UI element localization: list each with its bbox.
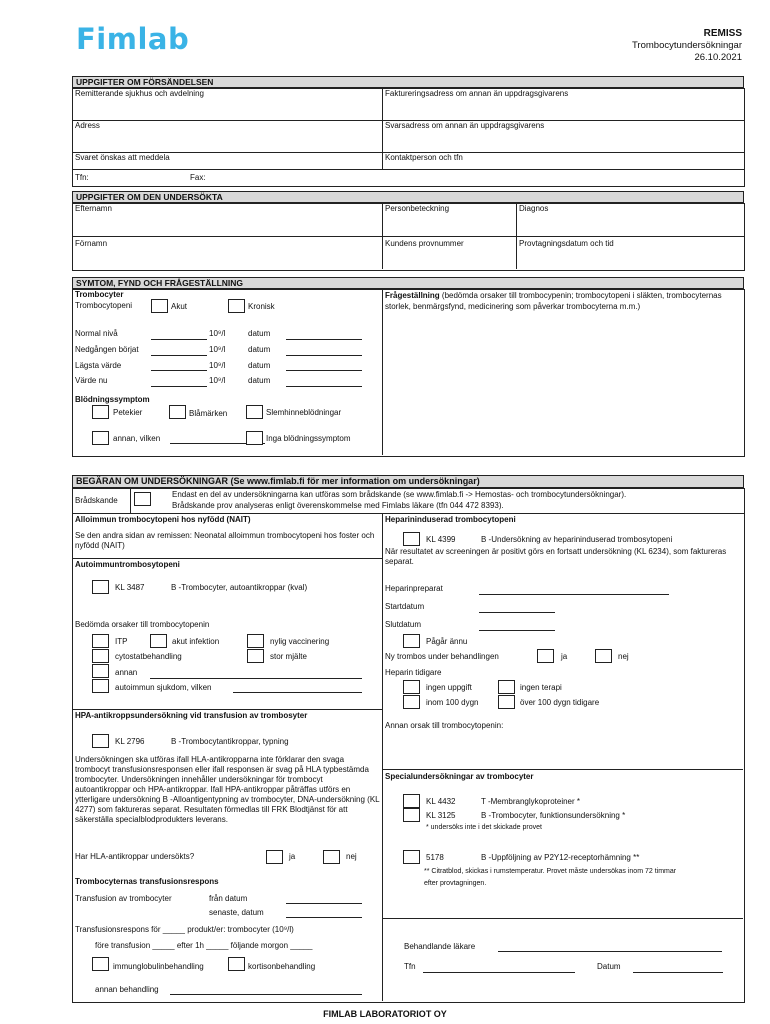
petekier-checkbox[interactable] <box>92 405 109 419</box>
immunglobulin-checkbox[interactable] <box>92 957 109 971</box>
heparin-tidigare-label: Heparin tidigare <box>385 668 442 677</box>
k5178-desc: B -Uppföljning av P2Y12-receptorhämning ** <box>481 853 640 862</box>
document-title: REMISS <box>703 28 742 39</box>
document-header <box>632 28 742 64</box>
kl4432-desc: T -Membranglykoproteiner * <box>481 797 581 806</box>
fran-datum-label: från datum <box>209 894 248 903</box>
ingen-terapi-label: ingen terapi <box>520 683 562 692</box>
ny-trombos-nej-label: nej <box>618 652 629 661</box>
lakare-datum-label: Datum <box>597 962 621 971</box>
hla-nej-label: nej <box>346 852 357 861</box>
unit-label: 10⁹/l <box>209 361 226 370</box>
hla-ja-checkbox[interactable] <box>266 850 283 864</box>
startdatum-label: Startdatum <box>385 602 425 611</box>
kl4399-desc: B -Undersökning av heparininduserad trombosytopeni <box>481 535 673 544</box>
startdatum-field[interactable] <box>479 612 555 613</box>
fragestallning-text: (bedömda orsaker till trombocypenin; trombocytopeni i släkten, trombocyternas storlek, benmärgsfynd, medicinering som påverkar trombocyterna m.m.) <box>385 291 722 311</box>
slemhinne-checkbox[interactable] <box>246 405 263 419</box>
special-heading: Specialundersökningar av trombocyter <box>385 772 534 781</box>
kl2796-desc: B -Trombocytantikroppar, typning <box>171 737 289 746</box>
kronisk-checkbox[interactable] <box>228 299 245 313</box>
hla-ja-label: ja <box>289 852 296 861</box>
diagnos-label: Diagnos <box>519 204 549 213</box>
over100-checkbox[interactable] <box>498 695 515 709</box>
kl3125-desc: B -Trombocyter, funktionsundersökning * <box>481 811 626 820</box>
inga-checkbox[interactable] <box>246 431 263 445</box>
stor-mjalte-label: stor mjälte <box>270 652 307 661</box>
ingen-terapi-checkbox[interactable] <box>498 680 515 694</box>
nedgangen-value-field[interactable] <box>151 355 207 356</box>
blodningssymptom-heading: Blödningssymptom <box>75 395 150 404</box>
remitterande-label: Remitterande sjukhus och avdelning <box>75 89 204 98</box>
section-begaran-title: BEGÄRAN OM UNDERSÖKNINGAR (Se www.fimlab.fi för mer information om undersökningar) <box>72 475 744 488</box>
ny-trombos-ja-checkbox[interactable] <box>537 649 554 663</box>
pagar-checkbox[interactable] <box>403 634 420 648</box>
autoimmun-heading: Autoimmuntrombosytopeni <box>75 560 180 569</box>
over100-label: över 100 dygn tidigare <box>520 698 600 707</box>
citrat-note-1: ** Citratblod, skickas i rumstemperatur. Provet måste undersökas inom 72 timmar <box>424 868 677 875</box>
provtagning-label: Provtagningsdatum och tid <box>519 239 614 248</box>
bradskande-checkbox[interactable] <box>134 492 151 506</box>
lagsta-label: Lägsta värde <box>75 361 122 370</box>
kontakt-label: Kontaktperson och tfn <box>385 153 463 162</box>
annan-orsak-label: Annan orsak till trombocytopenin: <box>385 721 504 730</box>
bedomda-label: Bedömda orsaker till trombocytopenin <box>75 620 210 629</box>
transfusion-av-label: Transfusion av trombocyter <box>75 894 172 903</box>
inom100-checkbox[interactable] <box>403 695 420 709</box>
senaste-datum-label: senaste, datum <box>209 908 264 917</box>
kortison-checkbox[interactable] <box>228 957 245 971</box>
behandlande-lakare-label: Behandlande läkare <box>404 942 476 951</box>
kl2796-code: KL 2796 <box>115 737 145 746</box>
slutdatum-field[interactable] <box>479 630 555 631</box>
heparin-text: När resultatet av screeningen är positivt görs en fortsatt undersökning (KL 6234), som faktureras separat. <box>385 547 727 566</box>
footer-company: FIMLAB LABORATORIOT OY <box>323 1009 447 1019</box>
varde-nu-datum-field[interactable] <box>286 386 362 387</box>
nylig-label: nylig vaccinering <box>270 637 330 646</box>
kl2796-checkbox[interactable] <box>92 734 109 748</box>
kl4399-checkbox[interactable] <box>403 532 420 546</box>
inom100-label: inom 100 dygn <box>426 698 479 707</box>
heparinpreparat-field[interactable] <box>479 594 669 595</box>
senaste-datum-field[interactable] <box>286 917 362 918</box>
section-symtom-title: SYMTOM, FYND OCH FRÅGESTÄLLNING <box>72 277 744 289</box>
fimlab-logo: Fimlab <box>76 22 190 56</box>
datum-label: datum <box>248 361 271 370</box>
hla-nej-checkbox[interactable] <box>323 850 340 864</box>
bradskande-text-2: Brådskande prov analyseras enligt överenskommelse med Fimlabs läkare (tfn 044 472 8393). <box>172 501 504 510</box>
kl3487-checkbox[interactable] <box>92 580 109 594</box>
behandlande-lakare-field[interactable] <box>498 951 722 952</box>
annan-label: annan <box>115 668 138 677</box>
annan-field[interactable] <box>150 678 362 679</box>
section-undersokta-title: UPPGIFTER OM DEN UNDERSÖKTA <box>72 191 744 203</box>
pagar-label: Pågår ännu <box>426 637 468 646</box>
fax-label: Fax: <box>190 173 206 182</box>
normal-datum-field[interactable] <box>286 339 362 340</box>
ny-trombos-ja-label: ja <box>561 652 568 661</box>
akut-checkbox[interactable] <box>151 299 168 313</box>
normal-value-field[interactable] <box>151 339 207 340</box>
cytostat-checkbox[interactable] <box>92 649 109 663</box>
lagsta-value-field[interactable] <box>151 370 207 371</box>
annan-blodning-checkbox[interactable] <box>92 431 109 445</box>
trombocyter-heading: Trombocyter <box>75 290 124 299</box>
fragestallning <box>385 290 737 312</box>
lakare-tfn-field[interactable] <box>423 972 575 973</box>
nait-heading: Alloimmun trombocytopeni hos nyfödd (NAIT) <box>75 515 251 524</box>
tfn-label: Tfn: <box>75 173 89 182</box>
adress-label: Adress <box>75 121 100 130</box>
nait-text: Se den andra sidan av remissen: Neonatal alloimmun trombocytopeni hos foster och nyfödd (NAIT) <box>75 531 375 550</box>
akut-infektion-label: akut infektion <box>172 637 220 646</box>
svaret-label: Svaret önskas att meddela <box>75 153 170 162</box>
autoimmun-sjukdom-field[interactable] <box>233 692 362 693</box>
document-date: 26.10.2021 <box>694 52 742 63</box>
section-forsandelsen-title: UPPGIFTER OM FÖRSÄNDELSEN <box>72 76 744 88</box>
kl3125-checkbox[interactable] <box>403 808 420 822</box>
inga-label: Inga blödningssymptom <box>266 434 351 443</box>
fornamn-label: Förnamn <box>75 239 108 248</box>
blamarken-checkbox[interactable] <box>169 405 186 419</box>
datum-label: datum <box>248 329 271 338</box>
akut-label: Akut <box>171 302 188 311</box>
ingen-uppgift-label: ingen uppgift <box>426 683 472 692</box>
hpa-text: Undersökningen ska utföras ifall HLA-antikropparna inte förklarar den svaga trombocyt transfusionsresponsen eller ifall responsen är svag på HLA typbestämda trombocyter. Undersökningen innehåller undersökningar för trombocyt autoantikroppar och HPA-antikroppar. Ifall HPA-antikroppar påträffas utförs en ytterligare undersökning B -Alloantigentypning av trombocyter, DNA-undersökning (KL 4277) som faktureras separat. Resultaten förmedlas till FRK Blodtjänst för att säkerställa specialblodprodukters leverans. <box>75 755 380 824</box>
personbeteckning-label: Personbeteckning <box>385 204 450 213</box>
normal-niva-label: Normal nivå <box>75 329 118 338</box>
lakare-datum-field[interactable] <box>633 972 723 973</box>
fragestallning-label: Frågeställning <box>385 291 440 300</box>
datum-label: datum <box>248 345 271 354</box>
k5178-checkbox[interactable] <box>403 850 420 864</box>
section-forsandelsen <box>72 88 745 187</box>
annan-orsak-checkbox[interactable] <box>92 664 109 678</box>
varde-nu-value-field[interactable] <box>151 386 207 387</box>
annan-behandling-label: annan behandling <box>95 985 159 994</box>
annan-behandling-field[interactable] <box>170 994 362 995</box>
unit-label: 10⁹/l <box>209 329 226 338</box>
heparinpreparat-label: Heparinpreparat <box>385 584 443 593</box>
kronisk-label: Kronisk <box>248 302 275 311</box>
slemhinne-label: Slemhinneblödningar <box>266 408 342 417</box>
har-hla-label: Har HLA-antikroppar undersökts? <box>75 852 195 861</box>
itp-label: ITP <box>115 637 128 646</box>
kl4432-checkbox[interactable] <box>403 794 420 808</box>
ny-trombos-label: Ny trombos under behandlingen <box>385 652 499 661</box>
document-subtitle: Trombocytundersökningar <box>631 40 742 51</box>
kl3487-desc: B -Trombocyter, autoantikroppar (kval) <box>171 583 308 592</box>
cytostat-label: cytostatbehandling <box>115 652 182 661</box>
kl4399-code: KL 4399 <box>426 535 456 544</box>
fakturering-label: Faktureringsadress om annan än uppdragsgivarens <box>385 89 569 98</box>
autoimmun-sjukdom-label: autoimmun sjukdom, vilken <box>115 683 212 692</box>
kl3125-code: KL 3125 <box>426 811 456 820</box>
bradskande-text-1: Endast en del av undersökningarna kan utföras som brådskande (se www.fimlab.fi -> Hemostas- och trombocytundersökningar). <box>172 490 627 499</box>
k5178-code: 5178 <box>426 853 444 862</box>
datum-label: datum <box>248 376 271 385</box>
akut-infektion-checkbox[interactable] <box>150 634 167 648</box>
varde-nu-label: Värde nu <box>75 376 108 385</box>
provnummer-label: Kundens provnummer <box>385 239 464 248</box>
ingen-uppgift-checkbox[interactable] <box>403 680 420 694</box>
nedgangen-datum-field[interactable] <box>286 355 362 356</box>
lakare-tfn-label: Tfn <box>404 962 416 971</box>
fore-transfusion-label: före transfusion _____ efter 1h _____ följande morgon _____ <box>95 941 313 950</box>
unit-label: 10⁹/l <box>209 376 226 385</box>
lagsta-datum-field[interactable] <box>286 370 362 371</box>
unit-label: 10⁹/l <box>209 345 226 354</box>
transfusion-heading: Trombocyternas transfusionsrespons <box>75 877 219 886</box>
transfusionsrespons-label: Transfusionsrespons för _____ produkt/er: trombocyter (10⁹/l) <box>75 925 294 934</box>
petekier-label: Petekier <box>113 408 143 417</box>
blamarken-label: Blåmärken <box>189 409 228 418</box>
immunglobulin-label: immunglobulinbehandling <box>113 962 204 971</box>
bradskande-label: Brådskande <box>75 496 118 505</box>
ny-trombos-nej-checkbox[interactable] <box>595 649 612 663</box>
special-note: * undersöks inte i det skickade provet <box>426 824 542 831</box>
kortison-label: kortisonbehandling <box>248 962 316 971</box>
heparin-heading: Heparininduserad trombocytopeni <box>385 515 516 524</box>
trombocytopeni-label: Trombocytopeni <box>75 301 133 310</box>
kl3487-code: KL 3487 <box>115 583 145 592</box>
itp-checkbox[interactable] <box>92 634 109 648</box>
efternamn-label: Efternamn <box>75 204 112 213</box>
svarsadress-label: Svarsadress om annan än uppdragsgivarens <box>385 121 545 130</box>
nedgangen-label: Nedgången börjat <box>75 345 139 354</box>
section-symtom <box>72 289 745 457</box>
annan-vilken-label: annan, vilken <box>113 434 161 443</box>
kl4432-code: KL 4432 <box>426 797 456 806</box>
nylig-checkbox[interactable] <box>247 634 264 648</box>
citrat-note-2: efter provtagningen. <box>424 880 487 887</box>
stor-mjalte-checkbox[interactable] <box>247 649 264 663</box>
hpa-heading: HPA-antikroppsundersökning vid transfusion av trombosyter <box>75 711 308 720</box>
slutdatum-label: Slutdatum <box>385 620 422 629</box>
fran-datum-field[interactable] <box>286 903 362 904</box>
autoimmun-sjukdom-checkbox[interactable] <box>92 679 109 693</box>
